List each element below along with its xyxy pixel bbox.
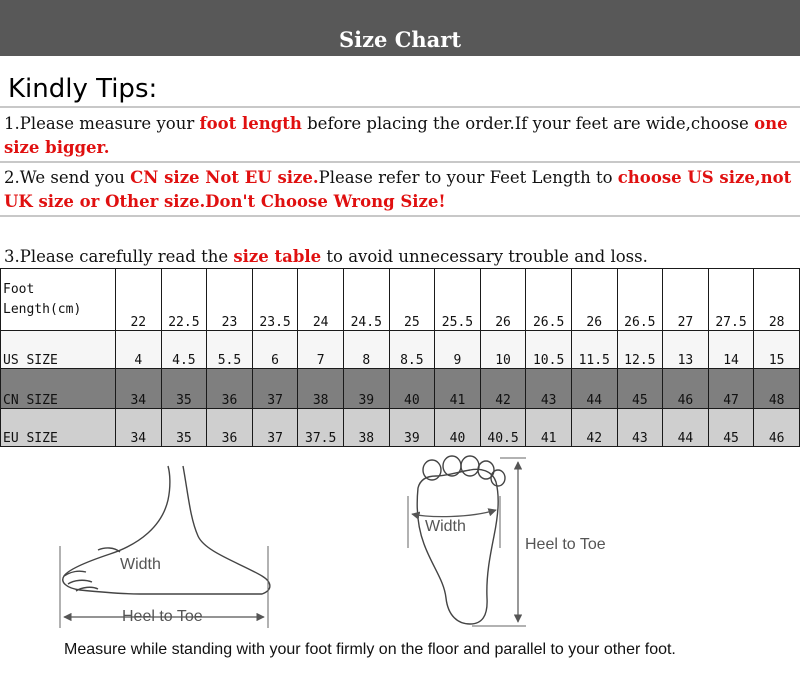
- tip-3: [4, 245, 794, 269]
- eu-cell: 43: [617, 409, 663, 447]
- cn-cell: 34: [116, 369, 162, 409]
- eu-cell: 34: [116, 409, 162, 447]
- foot-length-cell: 25: [389, 269, 435, 331]
- foot-length-cell: 26.5: [617, 269, 663, 331]
- cn-cell: 38: [298, 369, 344, 409]
- eu-size-row: [1, 409, 800, 447]
- eu-size-header: EU SIZE: [1, 409, 116, 447]
- us-cell: 8: [343, 331, 389, 369]
- tip-2-highlight-cn-size: CN size Not EU size.: [130, 168, 319, 187]
- foot-measurement-diagram: [0, 448, 800, 648]
- side-width-label: Width: [120, 556, 161, 573]
- us-cell: 5.5: [207, 331, 253, 369]
- tip-2: [4, 166, 794, 214]
- foot-length-cell: 26.5: [526, 269, 572, 331]
- cn-cell: 44: [571, 369, 617, 409]
- us-cell: 8.5: [389, 331, 435, 369]
- us-cell: 10: [480, 331, 526, 369]
- foot-label-line-1: Foot: [3, 281, 35, 297]
- side-length-label: Heel to Toe: [122, 608, 203, 625]
- divider: [0, 161, 800, 163]
- tip-1-text-a: 1.Please measure your: [4, 114, 200, 133]
- cn-cell: 47: [708, 369, 754, 409]
- eu-cell: 36: [207, 409, 253, 447]
- top-width-arrow: [412, 510, 496, 517]
- eu-cell: 40: [435, 409, 481, 447]
- foot-label-line-2: Length(cm): [3, 301, 82, 317]
- top-width-label: Width: [425, 518, 466, 535]
- foot-length-row: [1, 269, 800, 331]
- cn-cell: 43: [526, 369, 572, 409]
- us-cell: 12.5: [617, 331, 663, 369]
- us-cell: 13: [663, 331, 709, 369]
- eu-cell: 44: [663, 409, 709, 447]
- foot-length-cell: 26: [571, 269, 617, 331]
- us-cell: 9: [435, 331, 481, 369]
- eu-cell: 35: [161, 409, 207, 447]
- cn-size-header: CN SIZE: [1, 369, 116, 409]
- tip-2-text-a: 2.We send you: [4, 168, 131, 187]
- eu-cell: 37: [252, 409, 298, 447]
- cn-size-row: [1, 369, 800, 409]
- measure-note: Measure while standing with your foot firmly on the floor and parallel to your other foot.: [64, 641, 676, 658]
- eu-cell: 37.5: [298, 409, 344, 447]
- tip-3-highlight-size-table: size table: [233, 247, 322, 266]
- foot-length-cell: 22: [116, 269, 162, 331]
- foot-length-cell: 27: [663, 269, 709, 331]
- tip-1: [4, 112, 794, 160]
- banner-title: Size Chart: [338, 27, 462, 52]
- tip-1-highlight-one-size-bigger: one size bigger.: [4, 114, 788, 157]
- cn-cell: 41: [435, 369, 481, 409]
- tip-1-highlight-foot-length: foot length: [199, 114, 302, 133]
- eu-cell: 42: [571, 409, 617, 447]
- cn-cell: 40: [389, 369, 435, 409]
- us-cell: 7: [298, 331, 344, 369]
- tip-3-text-c: to avoid unnecessary trouble and loss.: [321, 247, 648, 266]
- eu-cell: 40.5: [480, 409, 526, 447]
- foot-length-cell: 28: [754, 269, 800, 331]
- divider: [0, 215, 800, 217]
- side-foot-illustration: [63, 466, 270, 594]
- foot-length-cell: 23.5: [252, 269, 298, 331]
- foot-length-cell: 24.5: [343, 269, 389, 331]
- cn-cell: 35: [161, 369, 207, 409]
- eu-cell: 39: [389, 409, 435, 447]
- eu-cell: 41: [526, 409, 572, 447]
- cn-cell: 46: [663, 369, 709, 409]
- top-length-label: Heel to Toe: [525, 536, 606, 553]
- foot-length-cell: 23: [207, 269, 253, 331]
- size-chart-banner: [0, 0, 800, 56]
- foot-length-cell: 22.5: [161, 269, 207, 331]
- foot-length-cell: 25.5: [435, 269, 481, 331]
- us-cell: 14: [708, 331, 754, 369]
- eu-cell: 45: [708, 409, 754, 447]
- foot-length-cell: 26: [480, 269, 526, 331]
- cn-cell: 45: [617, 369, 663, 409]
- us-size-row: [1, 331, 800, 369]
- foot-length-cell: 27.5: [708, 269, 754, 331]
- eu-cell: 38: [343, 409, 389, 447]
- foot-length-cell: 24: [298, 269, 344, 331]
- us-cell: 4.5: [161, 331, 207, 369]
- us-cell: 6: [252, 331, 298, 369]
- tip-2-highlight-choose-us: choose US size,not UK size or Other size.Don't Choose Wrong Size!: [4, 168, 792, 211]
- cn-cell: 37: [252, 369, 298, 409]
- tip-3-text-a: 3.Please carefully read the: [4, 247, 234, 266]
- size-table: [0, 268, 800, 447]
- cn-cell: 36: [207, 369, 253, 409]
- divider: [0, 106, 800, 108]
- us-cell: 4: [116, 331, 162, 369]
- top-foot-illustration: [417, 456, 505, 624]
- us-size-header: US SIZE: [1, 331, 116, 369]
- tip-2-text-c: Please refer to your Feet Length to: [318, 168, 618, 187]
- us-cell: 11.5: [571, 331, 617, 369]
- tip-1-text-c: before placing the order.If your feet are wide,choose: [301, 114, 755, 133]
- tips-heading: Kindly Tips:: [8, 74, 158, 104]
- cn-cell: 48: [754, 369, 800, 409]
- us-cell: 10.5: [526, 331, 572, 369]
- cn-cell: 39: [343, 369, 389, 409]
- foot-length-header: [1, 269, 116, 331]
- cn-cell: 42: [480, 369, 526, 409]
- eu-cell: 46: [754, 409, 800, 447]
- us-cell: 15: [754, 331, 800, 369]
